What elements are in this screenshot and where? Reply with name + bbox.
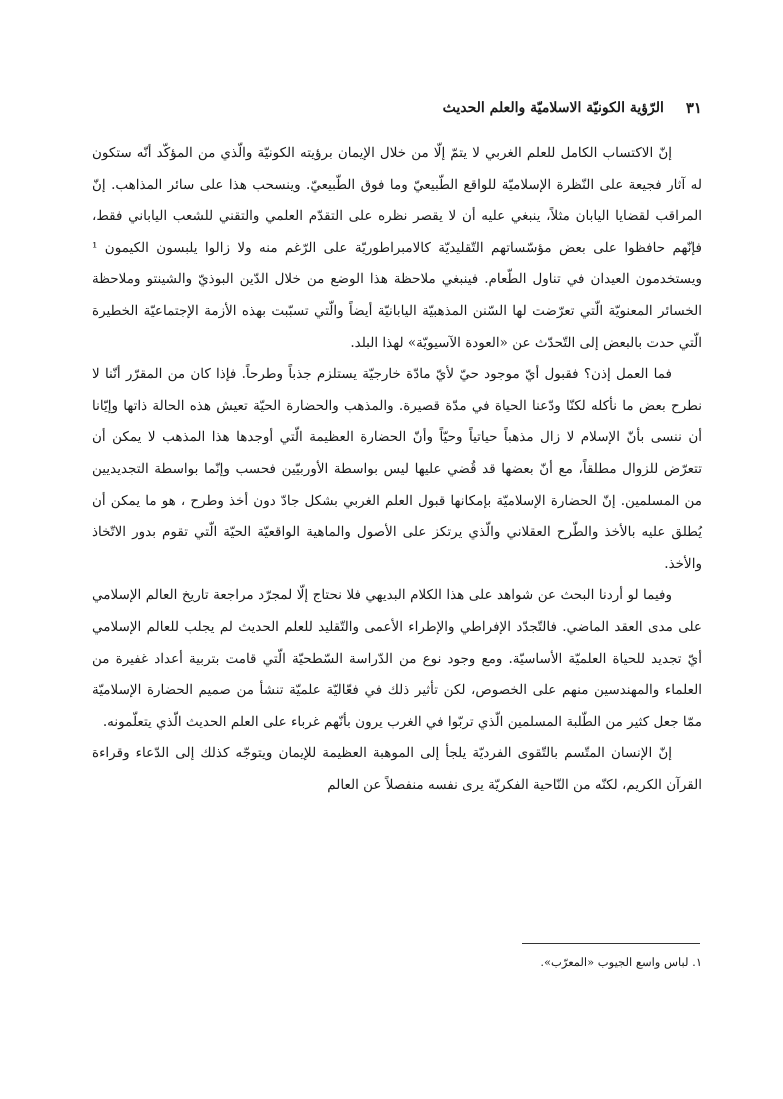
running-title: الرّؤية الكونيّة الاسلاميّة والعلم الحديث: [442, 100, 664, 116]
footnote: ١. لباس واسع الجيوب «المعرّب».: [540, 955, 702, 969]
paragraph: وفيما لو أردنا البحث عن شواهد على هذا الكلام البديهي فلا نحتاج إلّا لمجرّد مراجعة تاريخ العالم الإسلامي على مدى العقد الماضي. فالتّجدّد الإفراطي والإطراء الأعمى والتّقليد للعلم الحديث لم يجلب للعالم الإسلامي أيّ تجديد للحياة العلميّة الأساسيّة. ومع وجود نوع من الدّراسة السّطحيّة الّتي قامت بتربية أعداد غفيرة من العلماء والمهندسين منهم على الخصوص، لكن تأثير ذلك في فعّاليّة علميّة تنشأ من صميم الحضارة الإسلاميّة ممّا جعل كثير من الطّلبة المسلمين الّذي تربّوا في الغرب يرون بأنّهم غرباء على العلم الحديث الّذي يتعلّمونه.: [92, 587, 702, 730]
paragraph: إنّ الإنسان المتّسم بالتّقوى الفرديّة يلجأ إلى الموهبة العظيمة للإيمان ويتوجّه كذلك إلى الدّعاء وقراءة القرآن الكريم، لكنّه من النّاحية الفكريّة يرى نفسه منفصلاً عن العالم: [92, 745, 702, 793]
page-number: ٣١: [685, 99, 702, 117]
body-text: [92, 138, 702, 801]
footnote-divider: [522, 943, 700, 944]
paragraph: فما العمل إذن؟ فقبول أيّ موجود حيّ لأيّ مادّة خارجيّة يستلزم جذباً وطرحاً. فإذا كان من المقرّر أنّنا لا نطرح بعض ما نأكله لكنّا ودّعنا الحياة في مدّة قصيرة. والمذهب والحضارة الحيّة تعيش هذه الحالة ذاتها وإيّانا أن ننسى بأنّ الإسلام لا زال مذهباً حياتياً وحيّاً وأنّ الحضارة العظيمة الّتي أوجدها هذا المذهب لا يمكن أن تتعرّض للزوال مطلقاً، مع أنّ بعضها قد قُضي عليها ليس بواسطة الأوربيّين فحسب وإنّما بواسطة التجديديين من المسلمين. إنّ الحضارة الإسلاميّة بإمكانها قبول العلم الغربي بشكل جادّ دون أخذ وطرح ، هو ما يمكن أن يُطلق عليه بالأخذ والطّرح العقلاني والّذي يرتكز على الأصول والماهية الواقعيّة الحيّة الّتي تقوم بدور الاتّخاذ والأخذ.: [92, 366, 702, 572]
running-header: [92, 96, 702, 120]
paragraph: إنّ الاكتساب الكامل للعلم الغربي لا يتمّ إلّا من خلال الإيمان برؤيته الكونيّة والّذي من المؤكّد أنّه ستكون له آثار فجيعة على النّظرة الإسلاميّة للواقع الطّبيعيّ وما فوق الطّبيعيّ. وينسحب هذا على سائر المذاهب. إنّ المراقب لقضايا اليابان مثلاً، ينبغي عليه أن لا يقصر نظره على التقدّم العلمي والتقني للشعب الياباني فقط، فإنّهم حافظوا على بعض مؤسّساتهم التّقليديّة كالامبراطوريّة على الرّغم منه ولا زالوا يلبسون الكيمون ¹ ويستخدمون العيدان في تناول الطّعام. فينبغي ملاحظة هذا الوضع من خلال الدّين البوذيّ والشينتو وملاحظة الخسائر المعنويّة الّتي تعرّضت لها السّنن المذهبيّة اليابانيّة أيضاً والّتي تسبّبت بهذه الأزمة الإجتماعيّة الخطيرة الّتي حدت بالبعض إلى التّحدّث عن «العودة الآسيويّة» لهذا البلد.: [92, 145, 702, 351]
